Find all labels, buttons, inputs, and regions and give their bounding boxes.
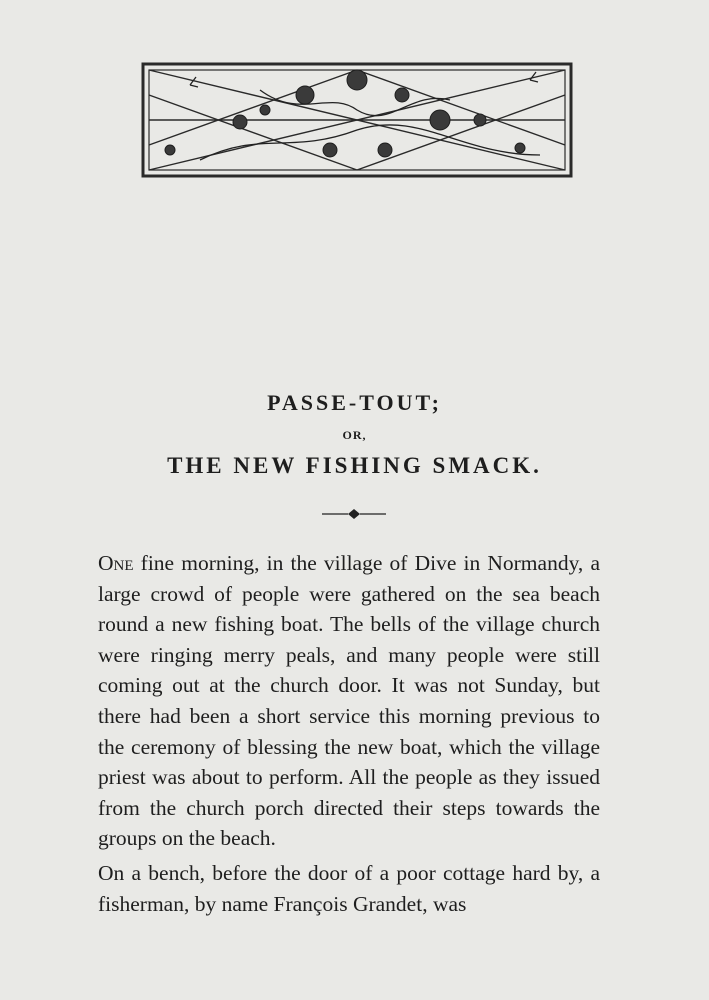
paragraph	[98, 858, 600, 919]
diamond-rule-icon	[322, 507, 386, 521]
title-connector: OR,	[342, 428, 367, 442]
chapter-subtitle: THE NEW FISHING SMACK.	[167, 453, 542, 478]
paragraph-text: On a bench, before the door of a poor cottage hard by, a fisherman, by name François Grandet, was	[98, 860, 600, 916]
paragraph-lead-word: One	[98, 551, 134, 575]
paragraph-text: fine morning, in the village of Dive in Normandy, a large crowd of people were gathered on the sea beach round a new fishing boat. The bells of the village church were ringing merry peals, and many people were still coming out at the church door. It was not Sunday, but there had been a short service this morning previous to the ceremony of blessing the new boat, which the village priest was about to perform. All the people as they issued from the church porch directed their steps towards the groups on the beach.	[98, 551, 600, 851]
paragraph	[98, 548, 600, 854]
chapter-title: PASSE-TOUT;	[267, 390, 442, 415]
floral-headpiece-icon	[140, 60, 574, 180]
chapter-body	[98, 548, 600, 919]
